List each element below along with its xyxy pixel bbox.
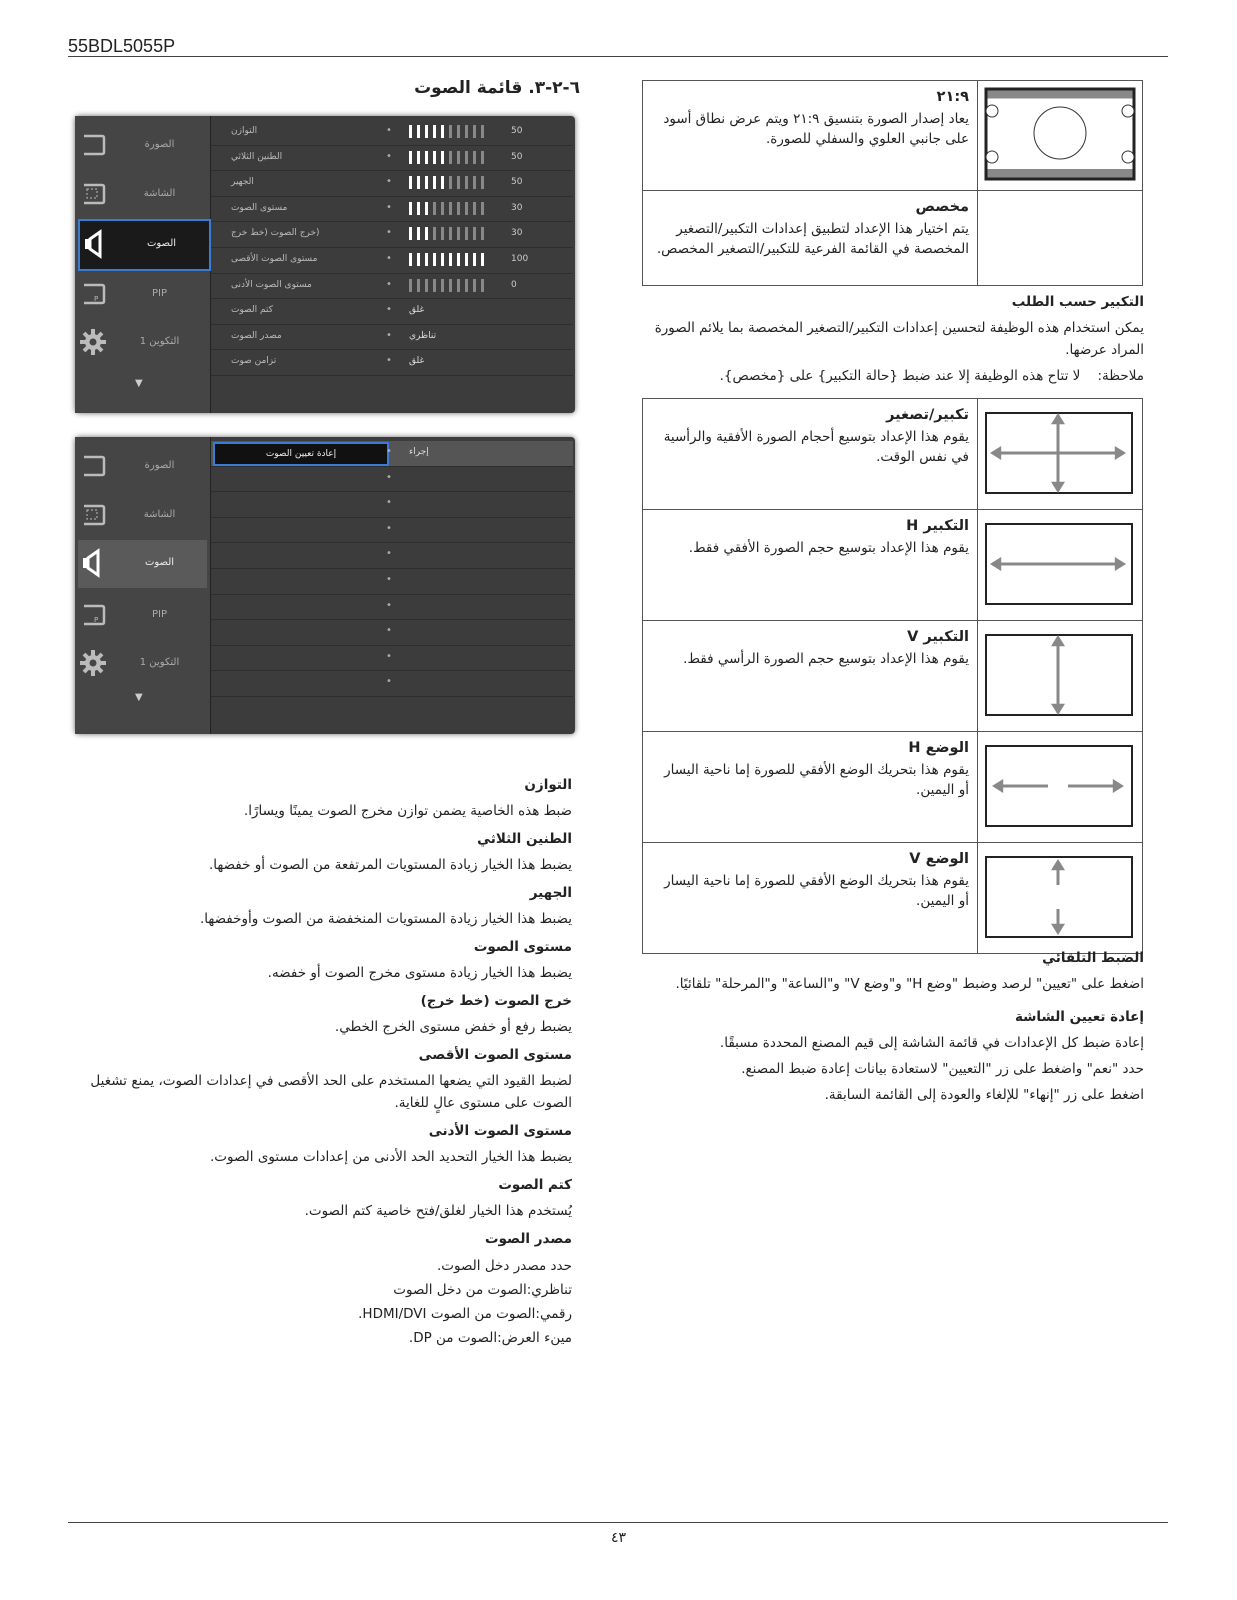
osd-menu-item-config[interactable]: [78, 319, 207, 367]
level-segment: [465, 279, 468, 292]
level-segment: [425, 125, 428, 138]
setting-title: مستوى الصوت الأدنى: [428, 1123, 572, 1139]
level-segment: [417, 227, 420, 240]
setting-title: التوازن: [524, 777, 572, 793]
level-segment: [473, 151, 476, 164]
level-segment: [425, 176, 428, 189]
aspect-21-9-icon: [978, 81, 1142, 186]
level-segment: [441, 176, 444, 189]
osd-row-empty: [211, 646, 573, 672]
level-segment: [409, 125, 412, 138]
pip-icon: [80, 600, 106, 630]
zoom-image-cell: [978, 621, 1143, 732]
osd-row-empty: [211, 569, 573, 595]
aspect-desc: يتم اختيار هذا الإعداد لتطبيق إعدادات التكبير/التصغير المخصصة في القائمة الفرعية للتكبير/التصغير المخصص.: [656, 221, 969, 257]
osd-row[interactable]: [211, 299, 573, 325]
aspect-title: ٢١:٩: [936, 89, 969, 105]
zoom-desc: يقوم هذا بتحريك الوضع الأفقي للصورة إما ناحية اليسار أو اليمين.: [664, 762, 969, 798]
pip-icon: [80, 279, 106, 309]
bullet-icon: •: [386, 355, 392, 367]
screen-reset-section: [642, 1006, 1144, 1110]
osd-menu-item-pip[interactable]: [78, 592, 207, 640]
osd-audio-menu-reset: [75, 437, 575, 734]
osd-row-name: (خرج الصوت (خط خرج: [231, 228, 320, 239]
level-bar[interactable]: [409, 125, 489, 138]
osd-row-name: الطنين الثلاثي: [231, 151, 283, 162]
zoom-title: تكبير/تصغير: [886, 407, 969, 423]
level-segment: [465, 176, 468, 189]
osd-menu-item-picture[interactable]: [78, 122, 207, 170]
level-segment: [449, 279, 452, 292]
gear-icon: [80, 327, 106, 357]
screen-reset-line: إعادة ضبط كل الإعدادات في قائمة الشاشة إلى قيم المصنع المحددة مسبقًا.: [719, 1035, 1144, 1051]
osd-row-value: 30: [511, 202, 523, 213]
level-segment: [433, 125, 436, 138]
level-segment: [449, 176, 452, 189]
setting-desc: حدد مصدر دخل الصوت.: [437, 1258, 572, 1274]
level-segment: [409, 151, 412, 164]
osd-row-audio-reset[interactable]: [211, 441, 573, 467]
zoom-title: الوضع H: [908, 740, 969, 756]
level-segment: [433, 227, 436, 240]
osd-row-value: تناظري: [409, 330, 437, 341]
setting-desc: يضبط رفع أو خفض مستوى الخرج الخطي.: [334, 1019, 572, 1035]
position-h-icon: [978, 732, 1142, 838]
level-segment: [449, 202, 452, 215]
level-segment: [425, 279, 428, 292]
bullet-icon: •: [386, 625, 392, 637]
level-bar[interactable]: [409, 227, 489, 240]
zoom-row: [643, 732, 1143, 843]
bullet-icon: •: [386, 446, 392, 457]
bullet-icon: •: [386, 304, 392, 316]
page-number: ٤٣: [610, 1530, 627, 1546]
bullet-icon: •: [386, 125, 392, 136]
osd-audio-menu: [75, 116, 575, 413]
level-segment: [457, 125, 460, 138]
osd-menu-item-screen[interactable]: [78, 492, 207, 540]
screen-reset-line: اضغط على زر "إنهاء" للإلغاء والعودة إلى القائمة السابقة.: [824, 1087, 1144, 1103]
bullet-icon: •: [386, 252, 392, 264]
level-segment: [457, 176, 460, 189]
osd-menu-label: التكوين 1: [139, 336, 180, 347]
zoom-desc: يقوم هذا بتحريك الوضع الأفقي للصورة إما ناحية اليسار أو اليمين.: [664, 873, 969, 909]
auto-adjust-title: الضبط التلقائي: [1042, 950, 1144, 966]
level-segment: [409, 227, 412, 240]
level-segment: [465, 202, 468, 215]
osd-row-value: 0: [511, 279, 517, 290]
level-segment: [417, 202, 420, 215]
osd-menu-item-audio[interactable]: [78, 540, 207, 588]
bullet-icon: •: [386, 573, 392, 585]
level-segment: [465, 253, 468, 266]
osd-sidebar: [75, 116, 211, 413]
osd-menu-label: الصورة: [144, 139, 175, 150]
setting-title: الجهير: [529, 885, 572, 901]
bullet-icon: •: [386, 329, 392, 341]
level-bar[interactable]: [409, 151, 489, 164]
zoom-title: التكبير V: [907, 629, 969, 645]
level-bar[interactable]: [409, 202, 489, 215]
section-title: ٦-٢-٣. قائمة الصوت: [414, 78, 580, 98]
level-bar[interactable]: [409, 176, 489, 189]
svg-text:P: P: [94, 295, 99, 303]
osd-row-name: مستوى الصوت الأدنى: [231, 279, 312, 290]
osd-menu-item-picture[interactable]: [78, 443, 207, 491]
bullet-icon: •: [386, 548, 392, 560]
level-segment: [425, 227, 428, 240]
level-segment: [449, 253, 452, 266]
zoom-cell: [643, 621, 978, 732]
level-segment: [481, 202, 484, 215]
level-segment: [473, 227, 476, 240]
osd-menu-label: الشاشة: [143, 509, 176, 520]
osd-menu-item-config[interactable]: [78, 640, 207, 688]
osd-row-value: إجراء: [409, 447, 429, 457]
level-segment: [457, 202, 460, 215]
osd-row[interactable]: [211, 171, 573, 197]
zoom-desc: يقوم هذا الإعداد بتوسيع حجم الصورة الرأسي فقط.: [683, 651, 969, 667]
level-segment: [417, 253, 420, 266]
osd-menu-label: التكوين 1: [139, 657, 180, 668]
level-segment: [481, 253, 484, 266]
osd-row-empty: [211, 671, 573, 697]
level-segment: [449, 125, 452, 138]
osd-row-name: مستوى الصوت: [231, 202, 288, 213]
zoom-image-cell: [978, 732, 1143, 843]
level-segment: [457, 151, 460, 164]
osd-row-name: إعادة تعيين الصوت: [213, 442, 389, 466]
note-label: ملاحظة:: [1097, 368, 1144, 384]
position-v-icon: [978, 843, 1142, 949]
osd-row-name: التوازن: [231, 126, 258, 136]
level-segment: [409, 176, 412, 189]
zoom-both-icon: [978, 399, 1142, 505]
setting-desc: رقمي:الصوت من الصوت HDMI/DVI.: [358, 1306, 572, 1322]
screen-reset-line: حدد "نعم" واضغط على زر "التعيين" لاستعادة بيانات إعادة ضبط المصنع.: [741, 1061, 1144, 1077]
screen-icon: [80, 179, 106, 209]
level-segment: [417, 151, 420, 164]
osd-menu-item-pip[interactable]: [78, 271, 207, 319]
setting-desc: يضبط هذا الخيار زيادة المستويات المرتفعة من الصوت أو خفضها.: [208, 857, 572, 873]
level-segment: [481, 176, 484, 189]
level-segment: [457, 253, 460, 266]
osd-row-empty: [211, 620, 573, 646]
osd-row-value: 50: [511, 126, 523, 136]
custom-zoom-title: التكبير حسب الطلب: [1011, 294, 1144, 310]
aspect-desc: يعاد إصدار الصورة بتنسيق ٢١:٩ ويتم عرض نطاق أسود على جانبي العلوي والسفلي للصورة.: [663, 111, 969, 147]
osd-row-name: كتم الصوت: [231, 305, 274, 316]
note-text: لا تتاح هذه الوظيفة إلا عند ضبط {حالة التكبير} على {مخصص}.: [719, 368, 1081, 384]
osd-row-name: تزامن صوت: [231, 356, 277, 367]
level-segment: [457, 227, 460, 240]
level-segment: [465, 227, 468, 240]
level-segment: [449, 227, 452, 240]
zoom-image-cell: [978, 843, 1143, 954]
aspect-table: [642, 80, 1143, 286]
osd-row[interactable]: [211, 274, 573, 300]
level-segment: [473, 253, 476, 266]
custom-zoom-section: [642, 291, 1144, 391]
header-rule: [68, 56, 1168, 57]
level-segment: [473, 125, 476, 138]
osd-row-name: مستوى الصوت الأقصى: [231, 253, 318, 264]
aspect-row-custom: [643, 191, 1143, 286]
gear-icon: [80, 648, 106, 678]
zoom-title: التكبير H: [906, 518, 969, 534]
osd-row-name: مصدر الصوت: [231, 330, 282, 341]
svg-text:P: P: [94, 616, 99, 624]
setting-title: مستوى الصوت الأقصى: [418, 1047, 572, 1063]
osd-row-value: 50: [511, 151, 523, 162]
osd-row-empty: [211, 467, 573, 493]
level-segment: [433, 202, 436, 215]
osd-row-empty: [211, 518, 573, 544]
level-segment: [433, 279, 436, 292]
aspect-image-cell: [978, 81, 1143, 191]
setting-desc: يضبط هذا الخيار التحديد الحد الأدنى من إعدادات مستوى الصوت.: [210, 1149, 572, 1165]
level-segment: [417, 176, 420, 189]
level-segment: [473, 176, 476, 189]
level-segment: [441, 279, 444, 292]
osd-row-empty: [211, 543, 573, 569]
zoom-cell: [643, 510, 978, 621]
setting-desc: تناظري:الصوت من دخل الصوت: [393, 1282, 572, 1298]
osd-menu-label: PIP: [151, 288, 167, 299]
zoom-v-icon: [978, 621, 1142, 727]
zoom-row: [643, 510, 1143, 621]
osd-menu-label: PIP: [151, 609, 167, 620]
level-segment: [481, 125, 484, 138]
level-segment: [417, 279, 420, 292]
scroll-down-icon[interactable]: ▼: [135, 692, 143, 703]
setting-desc: مينء العرض:الصوت من DP.: [408, 1330, 572, 1346]
osd-row-value: غلق: [409, 356, 425, 367]
zoom-desc: يقوم هذا الإعداد بتوسيع أحجام الصورة الأفقية والرأسية في نفس الوقت.: [663, 429, 969, 465]
osd-menu-label: الشاشة: [143, 188, 176, 199]
bullet-icon: •: [386, 599, 392, 611]
osd-row[interactable]: [211, 222, 573, 248]
zoom-cell: [643, 732, 978, 843]
osd-menu-label: الصوت: [144, 557, 175, 568]
setting-title: خرج الصوت (خط خرج): [420, 993, 572, 1009]
osd-row[interactable]: [211, 197, 573, 223]
level-segment: [465, 151, 468, 164]
level-segment: [409, 253, 412, 266]
level-segment: [433, 176, 436, 189]
zoom-table: [642, 398, 1143, 954]
level-segment: [441, 227, 444, 240]
osd-row-value: 50: [511, 177, 523, 188]
blank-icon: [978, 191, 1143, 286]
setting-title: مصدر الصوت: [485, 1231, 572, 1247]
audio-settings-descriptions: [75, 768, 572, 1355]
osd-row-value: 100: [511, 253, 529, 264]
zoom-h-icon: [978, 510, 1142, 616]
osd-row[interactable]: [211, 325, 573, 351]
level-segment: [473, 202, 476, 215]
osd-row-name: الجهير: [231, 177, 254, 188]
osd-menu-label: الصورة: [144, 460, 175, 471]
picture-icon: [80, 451, 106, 481]
osd-row-empty: [211, 492, 573, 518]
zoom-desc: يقوم هذا الإعداد بتوسيع حجم الصورة الأفقي فقط.: [688, 540, 969, 556]
level-segment: [457, 279, 460, 292]
aspect-cell: [643, 81, 978, 191]
footer-rule: [68, 1522, 1168, 1523]
level-segment: [417, 125, 420, 138]
osd-row[interactable]: [211, 248, 573, 274]
bullet-icon: •: [386, 497, 392, 509]
level-segment: [425, 253, 428, 266]
osd-row[interactable]: [211, 146, 573, 172]
level-segment: [473, 279, 476, 292]
aspect-cell: [643, 191, 978, 286]
auto-adjust-desc: اضغط على "تعيين" لرصد وضبط "وضع H" و"وضع V" و"الساعة" و"المرحلة" تلقائيًا.: [675, 976, 1144, 992]
screen-reset-title: إعادة تعيين الشاشة: [1014, 1009, 1144, 1025]
aspect-title: مخصص: [915, 199, 969, 215]
bullet-icon: •: [386, 278, 392, 290]
level-segment: [441, 202, 444, 215]
screen-icon: [80, 500, 106, 530]
osd-settings-list: [211, 441, 573, 697]
level-segment: [441, 253, 444, 266]
level-segment: [409, 279, 412, 292]
bullet-icon: •: [386, 471, 392, 483]
setting-desc: يضبط هذا الخيار زيادة مستوى مخرج الصوت أو خفضه.: [267, 965, 572, 981]
level-segment: [433, 151, 436, 164]
level-segment: [441, 151, 444, 164]
speaker-icon: [82, 229, 108, 259]
osd-menu-label: الصوت: [146, 238, 177, 249]
level-segment: [441, 125, 444, 138]
level-segment: [481, 279, 484, 292]
bullet-icon: •: [386, 522, 392, 534]
osd-settings-list: [211, 120, 573, 376]
level-segment: [433, 253, 436, 266]
zoom-image-cell: [978, 399, 1143, 510]
setting-desc: يضبط هذا الخيار زيادة المستويات المنخفضة من الصوت وأوخفضها.: [199, 911, 572, 927]
picture-icon: [80, 130, 106, 160]
zoom-row: [643, 621, 1143, 732]
setting-title: الطنين الثلاثي: [477, 831, 572, 847]
zoom-cell: [643, 399, 978, 510]
osd-menu-item-audio[interactable]: [78, 219, 211, 271]
zoom-image-cell: [978, 510, 1143, 621]
level-segment: [465, 125, 468, 138]
osd-menu-item-screen[interactable]: [78, 171, 207, 219]
osd-row-empty: [211, 595, 573, 621]
osd-row-value: غلق: [409, 305, 425, 316]
level-segment: [481, 227, 484, 240]
level-bar[interactable]: [409, 279, 489, 292]
speaker-icon: [80, 548, 106, 578]
setting-desc: لضبط القيود التي يضعها المستخدم على الحد الأقصى في إعدادات الصوت، يمنع تشغيل الصوت على مستوى عالٍ للغاية.: [90, 1073, 572, 1111]
level-segment: [409, 202, 412, 215]
bullet-icon: •: [386, 150, 392, 162]
level-bar[interactable]: [409, 253, 489, 266]
setting-title: مستوى الصوت: [473, 939, 572, 955]
level-segment: [425, 202, 428, 215]
bullet-icon: •: [386, 227, 392, 239]
setting-title: كتم الصوت: [498, 1177, 572, 1193]
osd-row[interactable]: [211, 350, 573, 376]
zoom-cell: [643, 843, 978, 954]
zoom-row: [643, 399, 1143, 510]
osd-row-value: 30: [511, 228, 523, 239]
custom-zoom-note: [642, 365, 1144, 387]
level-segment: [449, 151, 452, 164]
osd-row[interactable]: [211, 120, 573, 146]
bullet-icon: •: [386, 201, 392, 213]
level-segment: [425, 151, 428, 164]
model-number: 55BDL5055P: [68, 36, 176, 56]
setting-desc: ضبط هذه الخاصية يضمن توازن مخرج الصوت يمينًا ويسارًا.: [243, 803, 572, 819]
bullet-icon: •: [386, 676, 392, 688]
bullet-icon: •: [386, 650, 392, 662]
level-segment: [481, 151, 484, 164]
bullet-icon: •: [386, 176, 392, 188]
osd-sidebar: [75, 437, 211, 734]
setting-desc: يُستخدم هذا الخيار لغلق/فتح خاصية كتم الصوت.: [304, 1203, 572, 1219]
custom-zoom-desc: يمكن استخدام هذه الوظيفة لتحسين إعدادات التكبير/التصغير المخصصة بما يلائم الصورة المراد عرضها.: [654, 320, 1144, 358]
zoom-row: [643, 843, 1143, 954]
zoom-title: الوضع V: [909, 851, 969, 867]
scroll-down-icon[interactable]: ▼: [135, 378, 143, 389]
aspect-row-21-9: [643, 81, 1143, 191]
auto-adjust-section: [642, 947, 1144, 999]
